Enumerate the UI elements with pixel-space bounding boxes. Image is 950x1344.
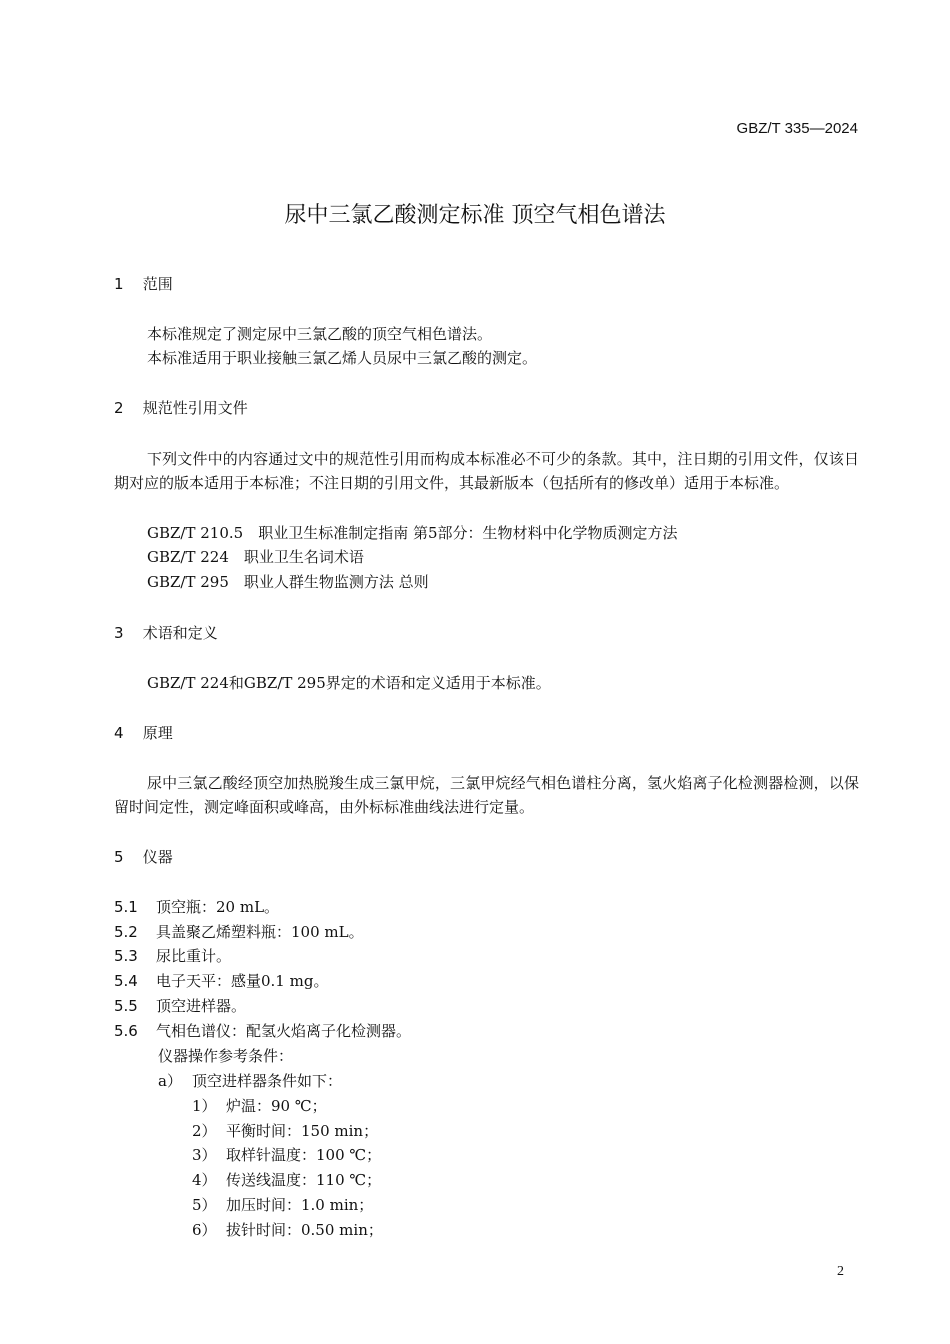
sub-item-text: 顶空进样器条件如下：: [192, 1072, 343, 1090]
condition-item: [192, 1094, 327, 1118]
condition-number: 2）: [192, 1122, 217, 1140]
section-number: 1: [114, 275, 124, 293]
section-5-heading: [114, 845, 173, 869]
clause-text: 气相色谱仪：配氢火焰离子化检测器。: [156, 1022, 412, 1040]
sub-item-label: a）: [158, 1072, 182, 1090]
page-title: 尿中三氯乙酸测定标准 顶空气相色谱法: [284, 203, 666, 228]
clause-item: [114, 920, 364, 944]
section-title: 原理: [142, 724, 173, 742]
page-number: 2: [837, 1264, 844, 1279]
paragraph: 本标准规定了测定尿中三氯乙酸的顶空气相色谱法。: [147, 325, 493, 343]
section-number: 2: [114, 399, 124, 417]
reference-item: GBZ/T 224 职业卫生名词术语: [147, 548, 364, 566]
clause-number: 5.6: [114, 1022, 138, 1040]
sub-item-a: [158, 1069, 342, 1093]
section-number: 4: [114, 724, 124, 742]
clause-number: 5.5: [114, 997, 138, 1015]
clause-item: [114, 969, 328, 993]
section-number: 5: [114, 848, 124, 866]
reference-item: GBZ/T 210.5 职业卫生标准制定指南 第5部分：生物材料中化学物质测定方法: [147, 524, 678, 542]
condition-text: 拔针时间：0.50 min；: [226, 1221, 383, 1239]
clause-item: [114, 895, 279, 919]
document-code: GBZ/T 335—2024: [736, 120, 858, 137]
condition-text: 取样针温度：100 ℃；: [226, 1146, 382, 1164]
paragraph: 尿中三氯乙酸经顶空加热脱羧生成三氯甲烷，三氯甲烷经气相色谱柱分离，氢火焰离子化检测器检测，以保留时间定性，测定峰面积或峰高，由外标标准曲线法进行定量。: [114, 774, 859, 816]
section-1-heading: [114, 272, 173, 296]
conditions-label: 仪器操作参考条件：: [158, 1047, 294, 1065]
clause-number: 5.2: [114, 923, 138, 941]
condition-text: 平衡时间：150 min；: [226, 1122, 379, 1140]
condition-number: 5）: [192, 1196, 217, 1214]
paragraph: 本标准适用于职业接触三氯乙烯人员尿中三氯乙酸的测定。: [147, 349, 538, 367]
condition-item: [192, 1143, 381, 1167]
condition-number: 6）: [192, 1221, 217, 1239]
section-3-heading: [114, 621, 218, 645]
section-title: 规范性引用文件: [142, 399, 248, 417]
clause-text: 顶空进样器。: [156, 997, 247, 1015]
condition-text: 加压时间：1.0 min；: [226, 1196, 374, 1214]
section-title: 仪器: [142, 848, 173, 866]
condition-item: [192, 1168, 381, 1192]
condition-number: 1）: [192, 1097, 217, 1115]
clause-number: 5.1: [114, 898, 138, 916]
section-title: 术语和定义: [142, 624, 218, 642]
section-number: 3: [114, 624, 124, 642]
section-2-heading: [114, 396, 248, 420]
condition-number: 3）: [192, 1146, 217, 1164]
section-title: 范围: [142, 275, 173, 293]
condition-text: 炉温：90 ℃；: [226, 1097, 327, 1115]
clause-number: 5.4: [114, 972, 138, 990]
condition-text: 传送线温度：110 ℃；: [226, 1171, 382, 1189]
clause-number: 5.3: [114, 947, 138, 965]
clause-text: 尿比重计。: [156, 947, 232, 965]
condition-number: 4）: [192, 1171, 217, 1189]
clause-text: 顶空瓶：20 mL。: [156, 898, 280, 916]
condition-item: [192, 1193, 373, 1217]
clause-text: 电子天平：感量0.1 mg。: [156, 972, 329, 990]
clause-item: [114, 1019, 411, 1043]
paragraph: 下列文件中的内容通过文中的规范性引用而构成本标准必不可少的条款。其中，注日期的引用文件，仅该日期对应的版本适用于本标准；不注日期的引用文件，其最新版本（包括所有的修改单）适用于本标准。: [114, 450, 859, 492]
condition-item: [192, 1218, 383, 1242]
clause-item: [114, 994, 246, 1018]
section-4-heading: [114, 721, 173, 745]
condition-item: [192, 1119, 378, 1143]
reference-item: GBZ/T 295 职业人群生物监测方法 总则: [147, 573, 429, 591]
clause-text: 具盖聚乙烯塑料瓶：100 mL。: [156, 923, 364, 941]
clause-item: [114, 944, 231, 968]
paragraph: GBZ/T 224和GBZ/T 295界定的术语和定义适用于本标准。: [147, 674, 551, 692]
